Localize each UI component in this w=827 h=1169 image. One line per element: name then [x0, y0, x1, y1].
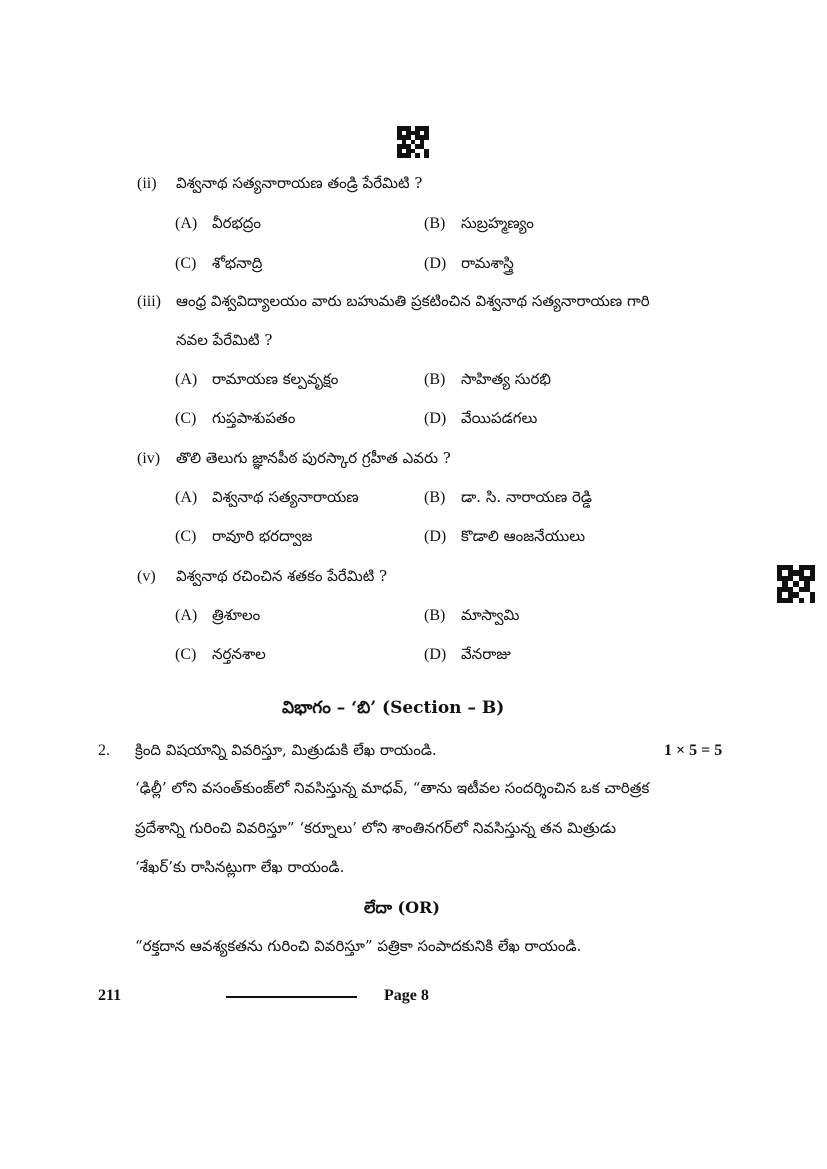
question-body-line: ‘ఢిల్లీ’ లోని వసంత్‌కుంజ్‌లో నివసిస్తున్న మాధవ్, “తాను ఇటీవల సందర్శించిన ఒక చారిత్రక — [135, 779, 650, 797]
question-number: (ii) — [137, 175, 157, 192]
option-letter: (C) — [175, 528, 197, 545]
option-text: కొడాలి ఆంజనేయులు — [461, 527, 586, 545]
option-text: శోభనాద్రి — [212, 254, 263, 272]
qr-code-top — [397, 126, 429, 158]
question-instruction: క్రింది విషయాన్ని వివరిస్తూ, మిత్రుడుకి లేఖ రాయండి. — [135, 741, 437, 759]
option-letter: (B) — [424, 215, 446, 232]
option-text: రామశాస్త్రి — [461, 254, 514, 272]
qr-code-side — [777, 565, 815, 603]
paper-code: 211 — [98, 987, 122, 1004]
option-text: రావూరి భరద్వాజ — [212, 527, 313, 545]
alternative-question: “రక్తదాన ఆవశ్యకతను గురించి వివరిస్తూ” పత్రికా సంపాదకునికి లేఖ రాయండి. — [135, 937, 582, 955]
option-text: నర్తనశాల — [212, 645, 266, 663]
question-number: (iii) — [137, 293, 161, 310]
option-letter: (D) — [424, 528, 447, 545]
question-text-continued: నవల పేరేమిటి ? — [176, 331, 273, 349]
option-text: వీరభద్రం — [212, 214, 262, 232]
option-letter: (B) — [424, 489, 446, 506]
option-letter: (B) — [424, 371, 446, 388]
option-text: సుబ్రహ్మణ్యం — [461, 214, 534, 232]
question-body-line: ప్రదేశాన్ని గురించి వివరిస్తూ” ‘కర్నూలు’ లోని శాంతినగర్‌లో నివసిస్తున్న తన మిత్రుడు — [135, 819, 617, 837]
option-letter: (C) — [175, 410, 197, 427]
question-text: విశ్వనాథ రచించిన శతకం పేరేమిటి ? — [176, 567, 388, 585]
question-text: విశ్వనాథ సత్యనారాయణ తండ్రి పేరేమిటి ? — [176, 174, 423, 192]
question-number: (v) — [137, 568, 156, 585]
option-text: మాస్వామి — [461, 606, 520, 624]
option-letter: (B) — [424, 607, 446, 624]
question-text: ఆంధ్ర విశ్వవిద్యాలయం వారు బహుమతి ప్రకటించిన విశ్వనాథ సత్యనారాయణ గారి — [176, 292, 650, 310]
option-letter: (A) — [175, 371, 198, 388]
option-text: వేనరాజు — [461, 645, 511, 663]
option-text: వేయిపడగలు — [461, 409, 538, 427]
question-number: 2. — [98, 742, 110, 759]
option-text: త్రిశూలం — [212, 606, 261, 624]
section-heading: విభాగం – ‘బి’ (Section – B) — [282, 698, 505, 718]
question-number: (iv) — [137, 450, 161, 467]
option-letter: (C) — [175, 646, 197, 663]
option-text: విశ్వనాథ సత్యనారాయణ — [212, 488, 359, 506]
option-letter: (A) — [175, 607, 198, 624]
question-text: తొలి తెలుగు జ్ఞానపీఠ పురస్కార గ్రహీత ఎవరు ? — [176, 449, 451, 467]
option-letter: (D) — [424, 255, 447, 272]
option-letter: (C) — [175, 255, 197, 272]
question-body-line: ‘శేఖర్’కు రాసినట్లుగా లేఖ రాయండి. — [135, 858, 345, 876]
option-letter: (A) — [175, 215, 198, 232]
option-letter: (D) — [424, 410, 447, 427]
page-number: Page 8 — [384, 987, 429, 1004]
option-text: రామాయణ కల్పవృక్షం — [212, 370, 339, 388]
option-text: సాహిత్య సురభి — [461, 370, 551, 388]
footer-rule — [226, 996, 357, 998]
option-letter: (A) — [175, 489, 198, 506]
or-label: లేదా (OR) — [364, 898, 440, 917]
option-text: డా. సి. నారాయణ రెడ్డి — [461, 488, 592, 506]
marks-label: 1 × 5 = 5 — [664, 742, 723, 759]
option-letter: (D) — [424, 646, 447, 663]
option-text: గుప్తపాశుపతం — [212, 409, 296, 427]
